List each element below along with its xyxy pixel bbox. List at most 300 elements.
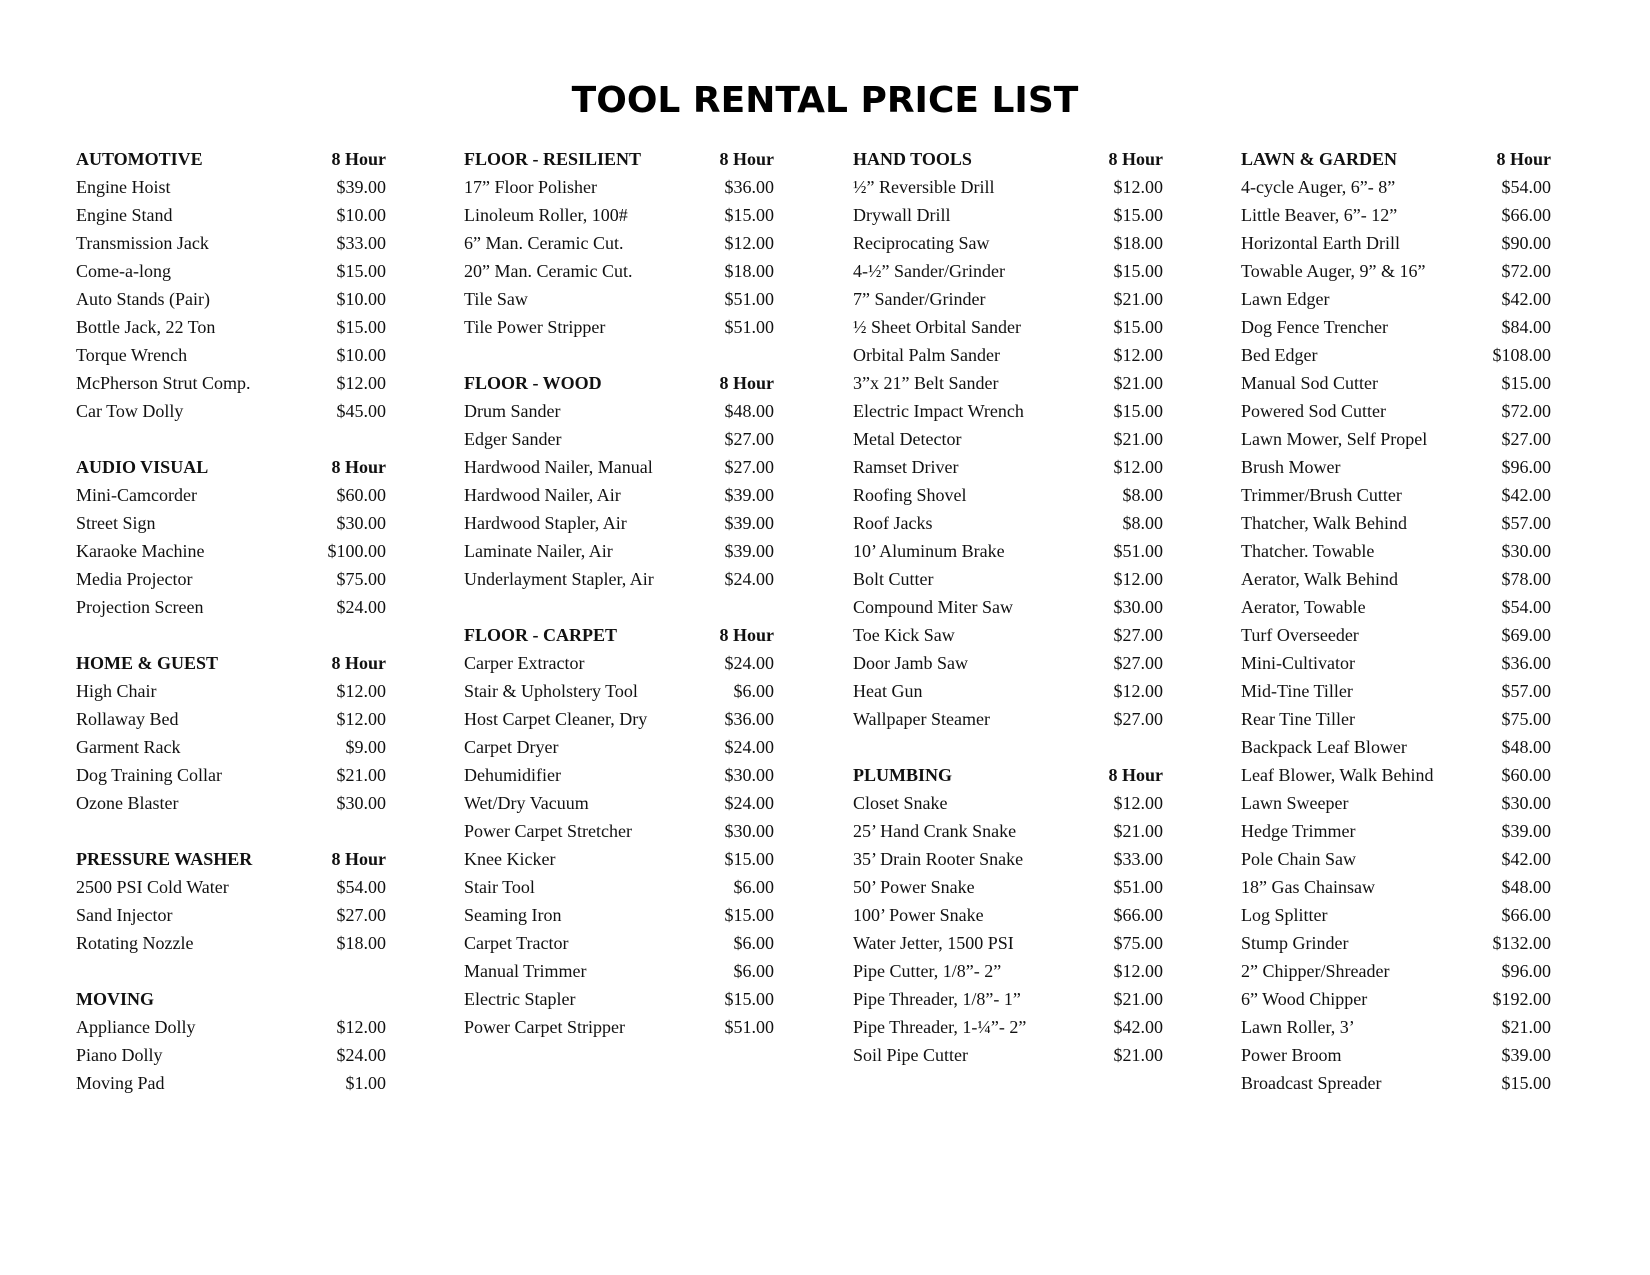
item-name: Pole Chain Saw [1241,849,1356,869]
rate-label: 8 Hour [1496,149,1551,169]
price-row [76,1069,386,1097]
item-price: $15.00 [1113,261,1163,281]
item-name: Stair Tool [464,877,535,897]
price-row [76,873,386,901]
item-price: $27.00 [1113,709,1163,729]
item-price: $39.00 [724,485,774,505]
item-price: $90.00 [1501,233,1551,253]
item-name: Piano Dolly [76,1045,163,1065]
item-price: $75.00 [336,569,386,589]
item-name: Little Beaver, 6”- 12” [1241,205,1398,225]
item-price: $21.00 [1113,373,1163,393]
item-price: $60.00 [336,485,386,505]
item-name: Rollaway Bed [76,709,179,729]
item-name: Auto Stands (Pair) [76,289,210,309]
item-price: $57.00 [1501,513,1551,533]
price-row [1241,1069,1551,1097]
item-name: 4-cycle Auger, 6”- 8” [1241,177,1396,197]
section-title: FLOOR - CARPET [464,625,617,645]
item-price: $192.00 [1492,989,1551,1009]
item-price: $12.00 [1113,177,1163,197]
item-price: $100.00 [327,541,386,561]
item-price: $12.00 [1113,793,1163,813]
item-price: $36.00 [724,177,774,197]
price-row [1241,173,1551,201]
item-name: Mini-Cultivator [1241,653,1355,673]
page-title: TOOL RENTAL PRICE LIST [571,80,1079,121]
price-row [76,285,386,313]
item-name: Tile Power Stripper [464,317,606,337]
item-name: 6” Man. Ceramic Cut. [464,233,624,253]
item-price: $12.00 [1113,961,1163,981]
price-row [853,229,1163,257]
price-column-3 [853,145,1163,1069]
item-price: $27.00 [1113,625,1163,645]
price-column-4 [1241,145,1551,1097]
price-row [853,565,1163,593]
item-name: Water Jetter, 1500 PSI [853,933,1014,953]
section-home-guest [76,649,386,817]
item-price: $8.00 [1122,513,1163,533]
price-row [853,341,1163,369]
item-name: Trimmer/Brush Cutter [1241,485,1402,505]
section-header [76,649,386,677]
price-row [464,201,774,229]
item-price: $18.00 [1113,233,1163,253]
price-column-1 [76,145,386,1097]
item-name: Sand Injector [76,905,173,925]
price-row [853,1013,1163,1041]
item-name: Wet/Dry Vacuum [464,793,589,813]
item-price: $39.00 [724,513,774,533]
item-price: $42.00 [1501,485,1551,505]
item-name: 20” Man. Ceramic Cut. [464,261,633,281]
item-price: $75.00 [1113,933,1163,953]
item-price: $12.00 [336,1017,386,1037]
item-name: Power Broom [1241,1045,1342,1065]
price-row [1241,481,1551,509]
item-price: $66.00 [1113,905,1163,925]
price-row [76,901,386,929]
price-row [76,705,386,733]
item-name: Roofing Shovel [853,485,967,505]
item-price: $51.00 [1113,877,1163,897]
price-row [464,873,774,901]
item-name: Seaming Iron [464,905,562,925]
item-name: Carpet Tractor [464,933,569,953]
item-name: 6” Wood Chipper [1241,989,1368,1009]
item-name: Edger Sander [464,429,562,449]
price-row [853,621,1163,649]
item-name: Tile Saw [464,289,528,309]
item-price: $30.00 [1501,541,1551,561]
item-name: Metal Detector [853,429,962,449]
item-price: $15.00 [336,261,386,281]
item-price: $12.00 [336,681,386,701]
section-spacer [76,817,386,845]
item-price: $30.00 [724,765,774,785]
item-price: $12.00 [336,709,386,729]
section-title: FLOOR - RESILIENT [464,149,642,169]
item-name: 25’ Hand Crank Snake [853,821,1017,841]
item-name: Manual Sod Cutter [1241,373,1378,393]
item-price: $15.00 [724,905,774,925]
item-price: $72.00 [1501,401,1551,421]
item-price: $21.00 [1113,429,1163,449]
price-row [1241,1013,1551,1041]
price-row [464,957,774,985]
price-row [853,873,1163,901]
price-row [1241,649,1551,677]
item-name: Dehumidifier [464,765,561,785]
section-title: HOME & GUEST [76,653,219,673]
item-price: $15.00 [724,849,774,869]
section-floor-wood [464,369,774,593]
price-row [76,229,386,257]
item-price: $10.00 [336,289,386,309]
price-row [464,397,774,425]
price-row [1241,453,1551,481]
price-row [1241,1041,1551,1069]
item-name: Aerator, Walk Behind [1241,569,1398,589]
price-row [464,901,774,929]
item-price: $57.00 [1501,681,1551,701]
price-row [76,257,386,285]
item-price: $24.00 [724,569,774,589]
section-header [464,145,774,173]
section-audio-visual [76,453,386,621]
item-name: Turf Overseeder [1241,625,1359,645]
price-row [853,537,1163,565]
rate-label: 8 Hour [331,849,386,869]
price-row [1241,229,1551,257]
rate-label: 8 Hour [719,373,774,393]
price-row [464,257,774,285]
item-name: Hardwood Nailer, Air [464,485,621,505]
item-price: $12.00 [724,233,774,253]
price-row [1241,677,1551,705]
price-row [1241,901,1551,929]
item-price: $54.00 [336,877,386,897]
item-price: $6.00 [733,877,774,897]
item-price: $51.00 [724,289,774,309]
section-spacer [76,957,386,985]
item-name: Brush Mower [1241,457,1341,477]
price-row [1241,537,1551,565]
item-name: Come-a-long [76,261,171,281]
item-name: Engine Stand [76,205,173,225]
price-row [853,789,1163,817]
item-name: Laminate Nailer, Air [464,541,613,561]
price-row [853,257,1163,285]
item-name: Host Carpet Cleaner, Dry [464,709,648,729]
item-name: Garment Rack [76,737,181,757]
price-row [853,929,1163,957]
section-title: AUDIO VISUAL [76,457,209,477]
item-name: 3”x 21” Belt Sander [853,373,999,393]
price-row [853,593,1163,621]
item-price: $30.00 [336,793,386,813]
item-name: Roof Jacks [853,513,933,533]
item-price: $75.00 [1501,709,1551,729]
item-price: $15.00 [1113,401,1163,421]
price-row [1241,817,1551,845]
price-row [1241,957,1551,985]
item-name: Rear Tine Tiller [1241,709,1356,729]
item-name: Projection Screen [76,597,204,617]
item-price: $15.00 [1501,1073,1551,1093]
price-row [1241,845,1551,873]
item-name: Mini-Camcorder [76,485,197,505]
price-row [1241,593,1551,621]
item-name: Stair & Upholstery Tool [464,681,638,701]
item-price: $33.00 [1113,849,1163,869]
item-price: $24.00 [724,737,774,757]
item-name: Dog Training Collar [76,765,223,785]
price-row [853,425,1163,453]
section-header [464,369,774,397]
item-name: 2500 PSI Cold Water [76,877,229,897]
price-row [464,229,774,257]
item-price: $12.00 [1113,569,1163,589]
price-row [76,313,386,341]
price-row [464,929,774,957]
price-row [464,985,774,1013]
item-name: Torque Wrench [76,345,188,365]
item-price: $12.00 [336,373,386,393]
price-row [464,481,774,509]
price-row [853,453,1163,481]
item-name: 2” Chipper/Shreader [1241,961,1390,981]
section-title: LAWN & GARDEN [1241,149,1398,169]
price-row [853,173,1163,201]
item-price: $18.00 [336,933,386,953]
item-price: $15.00 [724,205,774,225]
item-name: Log Splitter [1241,905,1328,925]
item-price: $108.00 [1492,345,1551,365]
item-price: $39.00 [724,541,774,561]
item-name: Mid-Tine Tiller [1241,681,1353,701]
item-price: $51.00 [1113,541,1163,561]
item-name: Closet Snake [853,793,948,813]
section-title: FLOOR - WOOD [464,373,602,393]
item-name: Pipe Cutter, 1/8”- 2” [853,961,1002,981]
item-name: Ozone Blaster [76,793,179,813]
item-price: $21.00 [336,765,386,785]
item-name: Lawn Roller, 3’ [1241,1017,1355,1037]
price-row [853,845,1163,873]
item-price: $21.00 [1113,289,1163,309]
item-price: $12.00 [1113,681,1163,701]
item-name: Lawn Sweeper [1241,793,1349,813]
item-price: $48.00 [1501,737,1551,757]
price-row [76,173,386,201]
price-row [76,733,386,761]
price-row [76,929,386,957]
item-name: Dog Fence Trencher [1241,317,1388,337]
item-name: Car Tow Dolly [76,401,184,421]
item-price: $33.00 [336,233,386,253]
price-row [76,761,386,789]
item-price: $132.00 [1492,933,1551,953]
item-name: Wallpaper Steamer [853,709,990,729]
price-row [853,369,1163,397]
item-name: Electric Impact Wrench [853,401,1024,421]
item-price: $15.00 [1113,205,1163,225]
item-price: $15.00 [724,989,774,1009]
item-name: Drum Sander [464,401,561,421]
item-name: Pipe Threader, 1-¼”- 2” [853,1017,1027,1037]
item-name: 17” Floor Polisher [464,177,597,197]
price-row [76,593,386,621]
item-name: Powered Sod Cutter [1241,401,1386,421]
price-row [76,481,386,509]
item-price: $10.00 [336,345,386,365]
item-name: High Chair [76,681,157,701]
item-name: Karaoke Machine [76,541,205,561]
price-row [1241,733,1551,761]
price-row [464,1013,774,1041]
section-automotive [76,145,386,425]
item-price: $27.00 [724,457,774,477]
item-name: ½” Reversible Drill [853,177,995,197]
item-price: $15.00 [1113,317,1163,337]
item-name: Power Carpet Stripper [464,1017,625,1037]
item-price: $21.00 [1113,1045,1163,1065]
item-price: $24.00 [336,597,386,617]
item-name: 4-½” Sander/Grinder [853,261,1005,281]
item-name: Leaf Blower, Walk Behind [1241,765,1434,785]
price-row [1241,313,1551,341]
price-row [1241,257,1551,285]
section-moving [76,985,386,1097]
item-price: $69.00 [1501,625,1551,645]
rate-label: 8 Hour [331,149,386,169]
price-row [853,985,1163,1013]
price-row [464,705,774,733]
item-price: $30.00 [336,513,386,533]
item-name: Linoleum Roller, 100# [464,205,628,225]
item-price: $27.00 [336,905,386,925]
price-row [1241,621,1551,649]
item-price: $27.00 [1501,429,1551,449]
price-row [76,509,386,537]
item-name: Knee Kicker [464,849,556,869]
item-price: $51.00 [724,1017,774,1037]
price-row [76,565,386,593]
item-name: Thatcher, Walk Behind [1241,513,1407,533]
price-row [853,1041,1163,1069]
item-name: Underlayment Stapler, Air [464,569,654,589]
price-row [464,173,774,201]
price-row [1241,201,1551,229]
price-row [1241,565,1551,593]
section-plumbing [853,761,1163,1069]
item-price: $42.00 [1501,289,1551,309]
item-price: $39.00 [1501,1045,1551,1065]
price-row [76,201,386,229]
section-floor-resilient [464,145,774,341]
item-name: Hardwood Stapler, Air [464,513,627,533]
section-header [464,621,774,649]
item-name: Street Sign [76,513,156,533]
item-name: Media Projector [76,569,193,589]
item-name: 35’ Drain Rooter Snake [853,849,1024,869]
price-row [464,313,774,341]
section-title: HAND TOOLS [853,149,972,169]
price-row [1241,789,1551,817]
price-row [1241,369,1551,397]
item-price: $36.00 [1501,653,1551,673]
item-name: Bolt Cutter [853,569,934,589]
item-price: $18.00 [724,261,774,281]
item-price: $54.00 [1501,597,1551,617]
price-row [76,341,386,369]
item-name: 100’ Power Snake [853,905,984,925]
item-price: $27.00 [1113,653,1163,673]
item-price: $84.00 [1501,317,1551,337]
item-name: Hedge Trimmer [1241,821,1356,841]
item-price: $24.00 [724,793,774,813]
section-title: MOVING [76,989,154,1009]
item-price: $6.00 [733,961,774,981]
item-name: Stump Grinder [1241,933,1349,953]
price-row [464,509,774,537]
price-row [76,369,386,397]
section-header [76,985,386,1013]
rate-label: 8 Hour [1108,765,1163,785]
price-row [76,789,386,817]
section-header [76,845,386,873]
section-title: PLUMBING [853,765,952,785]
price-row [464,845,774,873]
rate-label: 8 Hour [331,653,386,673]
item-name: Towable Auger, 9” & 16” [1241,261,1426,281]
item-price: $6.00 [733,681,774,701]
section-header [76,145,386,173]
item-name: Transmission Jack [76,233,209,253]
item-price: $12.00 [1113,345,1163,365]
item-price: $15.00 [1501,373,1551,393]
item-name: Backpack Leaf Blower [1241,737,1407,757]
item-name: Bed Edger [1241,345,1318,365]
item-price: $24.00 [336,1045,386,1065]
section-hand-tools [853,145,1163,733]
item-price: $54.00 [1501,177,1551,197]
price-row [464,537,774,565]
item-price: $51.00 [724,317,774,337]
item-name: Pipe Threader, 1/8”- 1” [853,989,1021,1009]
item-price: $45.00 [336,401,386,421]
price-row [464,789,774,817]
price-row [464,817,774,845]
section-spacer [853,733,1163,761]
price-row [1241,397,1551,425]
section-header [853,145,1163,173]
item-price: $21.00 [1113,989,1163,1009]
item-name: Aerator, Towable [1241,597,1366,617]
item-price: $24.00 [724,653,774,673]
item-name: McPherson Strut Comp. [76,373,251,393]
item-name: 7” Sander/Grinder [853,289,986,309]
price-row [853,397,1163,425]
price-row [853,481,1163,509]
item-name: 10’ Aluminum Brake [853,541,1005,561]
price-row [853,677,1163,705]
item-price: $42.00 [1113,1017,1163,1037]
item-price: $72.00 [1501,261,1551,281]
price-row [464,285,774,313]
